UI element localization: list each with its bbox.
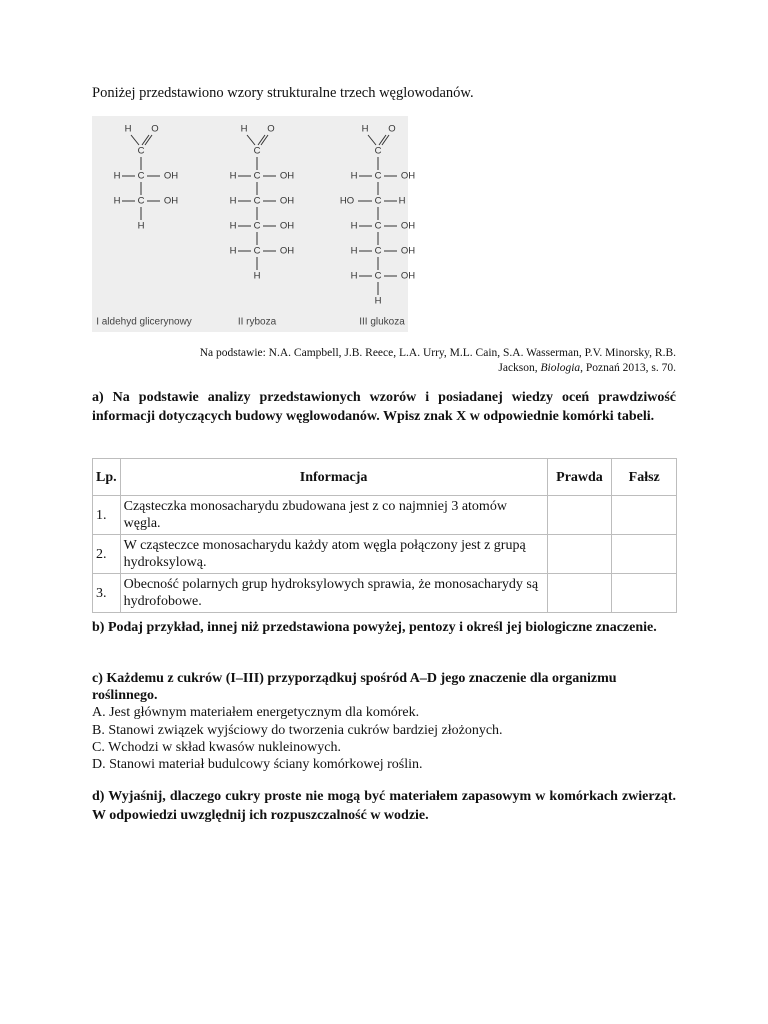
source-citation bbox=[120, 346, 676, 375]
header-prawda: Prawda bbox=[547, 459, 612, 496]
hydrogen-atom: H bbox=[350, 170, 358, 182]
prawda-answer-cell[interactable] bbox=[547, 574, 612, 613]
source-authors-end: Jackson, bbox=[498, 361, 541, 374]
row-number: 2. bbox=[93, 535, 121, 574]
bond-aldehyde-h bbox=[368, 135, 376, 145]
carbon-atom: C bbox=[253, 220, 261, 232]
hydrogen-atom: H bbox=[137, 220, 145, 232]
hydroxyl-group: OH bbox=[279, 195, 295, 207]
carbon-atom: C bbox=[374, 270, 382, 282]
table-row bbox=[93, 535, 677, 574]
hydroxyl-group: OH bbox=[163, 195, 179, 207]
prawda-answer-cell[interactable] bbox=[547, 496, 612, 535]
hydrogen-atom: H bbox=[361, 123, 369, 135]
source-publication: , Poznań 2013, s. 70. bbox=[580, 361, 676, 374]
oxygen-atom: O bbox=[267, 123, 275, 135]
hydroxyl-group: HO bbox=[339, 195, 355, 207]
hydrogen-atom: H bbox=[229, 220, 237, 232]
falsz-answer-cell[interactable] bbox=[612, 496, 677, 535]
oxygen-atom: O bbox=[151, 123, 159, 135]
task-c bbox=[92, 670, 676, 773]
carbon-atom: C bbox=[374, 145, 382, 157]
carbon-atom: C bbox=[253, 170, 261, 182]
header-informacja: Informacja bbox=[120, 459, 547, 496]
table-row bbox=[93, 574, 677, 613]
hydroxyl-group: OH bbox=[400, 245, 416, 257]
bond-aldehyde-h bbox=[247, 135, 255, 145]
hydroxyl-group: OH bbox=[163, 170, 179, 182]
hydrogen-atom: H bbox=[113, 195, 121, 207]
hydrogen-atom: H bbox=[240, 123, 248, 135]
carbon-atom: C bbox=[374, 170, 382, 182]
source-line-2 bbox=[120, 361, 676, 376]
task-c-question: c) Każdemu z cukrów (I–III) przyporządkuj spośród A–D jego znaczenie dla organizmu roślinnego. bbox=[92, 671, 617, 704]
hydroxyl-group: OH bbox=[400, 170, 416, 182]
source-book-title: Biologia bbox=[540, 361, 581, 374]
structural-formulas-figure bbox=[92, 116, 416, 332]
hydrogen-atom: H bbox=[229, 245, 237, 257]
hydrogen-atom: H bbox=[350, 270, 358, 282]
caption-aldehyd-glicerynowy: I aldehyd glicerynowy bbox=[96, 316, 192, 328]
carbon-atom: C bbox=[374, 245, 382, 257]
hydrogen-atom: H bbox=[374, 295, 382, 307]
prawda-answer-cell[interactable] bbox=[547, 535, 612, 574]
bond-aldehyde-h bbox=[131, 135, 139, 145]
hydrogen-atom: H bbox=[229, 195, 237, 207]
oxygen-atom: O bbox=[388, 123, 396, 135]
falsz-answer-cell[interactable] bbox=[612, 574, 677, 613]
option-d: D. Stanowi materiał budulcowy ściany komórkowej roślin. bbox=[92, 757, 423, 773]
hydrogen-atom: H bbox=[253, 270, 261, 282]
carbon-atom: C bbox=[137, 170, 145, 182]
hydroxyl-group: OH bbox=[279, 245, 295, 257]
intro-text: Poniżej przedstawiono wzory strukturalne trzech węglowodanów. bbox=[92, 85, 474, 101]
header-falsz: Fałsz bbox=[612, 459, 677, 496]
carbon-atom: C bbox=[374, 220, 382, 232]
header-lp: Lp. bbox=[93, 459, 121, 496]
carbon-atom: C bbox=[253, 145, 261, 157]
hydroxyl-group: OH bbox=[400, 220, 416, 232]
hydrogen-atom: H bbox=[350, 245, 358, 257]
source-line-1: Na podstawie: N.A. Campbell, J.B. Reece, L.A. Urry, M.L. Cain, S.A. Wasserman, P.V. Minorsky, R.B. bbox=[199, 347, 676, 359]
table-header-row bbox=[93, 459, 677, 496]
option-c: C. Wchodzi w skład kwasów nukleinowych. bbox=[92, 739, 341, 755]
structural-formulas-svg bbox=[92, 116, 416, 332]
option-a: A. Jest głównym materiałem energetycznym dla komórek. bbox=[92, 705, 420, 721]
row-number: 1. bbox=[93, 496, 121, 535]
carbon-atom: C bbox=[253, 195, 261, 207]
row-statement: W cząsteczce monosacharydu każdy atom węgla połączony jest z grupą hydroksylową. bbox=[120, 535, 547, 574]
hydrogen-atom: H bbox=[350, 220, 358, 232]
carbon-atom: C bbox=[374, 195, 382, 207]
falsz-answer-cell[interactable] bbox=[612, 535, 677, 574]
caption-ryboza: II ryboza bbox=[237, 316, 277, 328]
hydrogen-atom: H bbox=[124, 123, 132, 135]
hydroxyl-group: OH bbox=[279, 170, 295, 182]
caption-glukoza: III glukoza bbox=[359, 316, 405, 328]
task-a-question: a) Na podstawie analizy przedstawionych wzorów i posiadanej wiedzy oceń prawdziwość informacji dotyczących budowy węglowodanów. Wpisz znak X w odpowiednie komórki tabeli. bbox=[92, 390, 676, 424]
hydrogen-atom: H bbox=[398, 195, 406, 207]
hydrogen-atom: H bbox=[113, 170, 121, 182]
row-number: 3. bbox=[93, 574, 121, 613]
carbon-atom: C bbox=[253, 245, 261, 257]
option-b: B. Stanowi związek wyjściowy do tworzenia cukrów bardziej złożonych. bbox=[92, 722, 503, 738]
true-false-table bbox=[92, 458, 677, 613]
hydroxyl-group: OH bbox=[279, 220, 295, 232]
task-b-question: b) Podaj przykład, innej niż przedstawiona powyżej, pentozy i określ jej biologiczne znaczenie. bbox=[92, 620, 657, 635]
hydrogen-atom: H bbox=[229, 170, 237, 182]
carbon-atom: C bbox=[137, 145, 145, 157]
row-statement: Cząsteczka monosacharydu zbudowana jest z co najmniej 3 atomów węgla. bbox=[120, 496, 547, 535]
hydroxyl-group: OH bbox=[400, 270, 416, 282]
carbon-atom: C bbox=[137, 195, 145, 207]
table-row bbox=[93, 496, 677, 535]
task-d-question: d) Wyjaśnij, dlaczego cukry proste nie mogą być materiałem zapasowym w komórkach zwierząt. W odpowiedzi uwzględnij ich rozpuszczalność w wodzie. bbox=[92, 789, 676, 823]
row-statement: Obecność polarnych grup hydroksylowych sprawia, że monosacharydy są hydrofobowe. bbox=[120, 574, 547, 613]
